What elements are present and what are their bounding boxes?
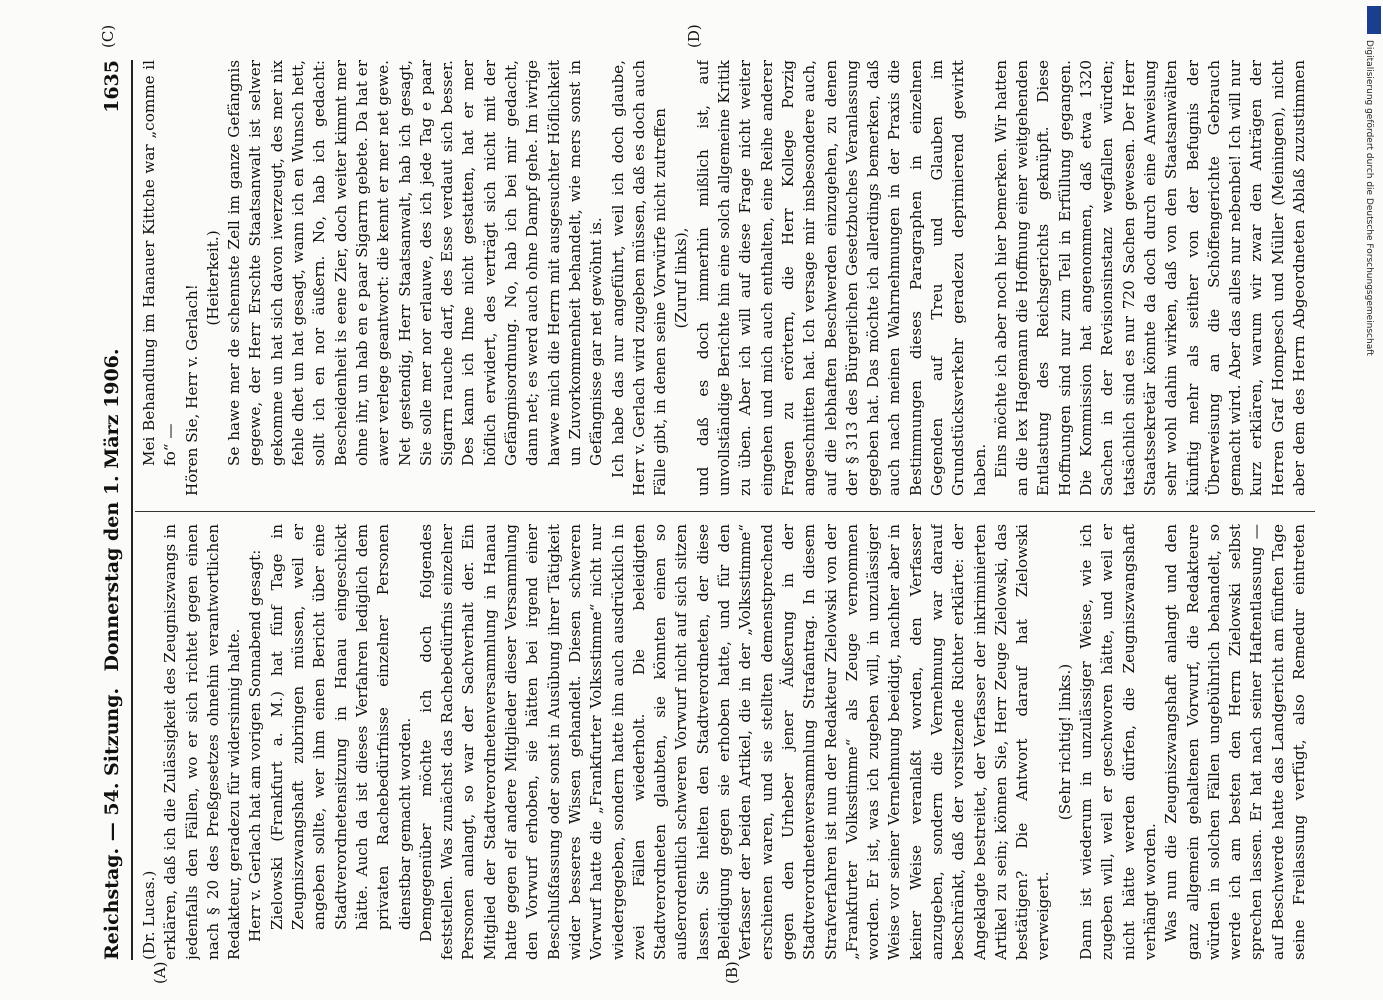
header-date: Donnerstag den 1. März 1906. [101,348,123,672]
margin-marker-c: (C) [99,24,117,48]
quotation: Zielowski (Frankfurt a. M.) hat fünf Tage in Zeugniszwangshaft zubringen müssen, weil er angeben sollte, wer ihm einen Bericht über eine Stadtverordnetensitzung in Hanau eingeschickt hätte. Auch da ist dieses Verfahren lediglich dem privaten Rachebedürfnisse einzelner Personen dienstbar gemacht worden. [267,524,414,930]
paragraph: und daß es doch immerhin mißlich ist, auf unvollständige Berichte hin eine solch allgemeine Kritik zu üben. Aber ich will auf diese Frage nicht weiter eingehen und mich auch enthalten, eine Reihe anderer Fragen zu erörtern, die Herr Kollege Porzig angeschnitten hat. Ich versage mir insbesondere auch, auf die lebhaften Beschwerden einzugehen, zu denen der § 313 des Bürgerlichen Gesetzbuches Veranlassung gegeben hat. Das möchte ich allerdings bemerken, daß auch nach meinen Wahrnehmungen in der Praxis die Bestimmungen dieses Paragraphen in einzelnen Gegenden auf Treu und Glauben im Grundstücksverkehr geradezu deprimierend gewirkt haben. [693,60,989,496]
paragraph: (Dr. Lucas.) [140,870,158,960]
paragraph: Dann ist wiederum in unzulässiger Weise, wie ich zugeben will, weil er geschworen hätte, und weil er nicht hätte werden dürfen, die Zeugniszwangshaft verhängt worden. [1077,524,1159,960]
header-rule [131,60,133,960]
quotation: Se hawe mer de schennste Zell im ganze Gefängnis gegewe, der Herr Erschte Staatsanwalt ist selwer gekomme un hat sich davon iwerzeugt, des mer nix fehle dhet un hat gesagt, wann ich en Wunsch hett, sollt ich en nor äußern. No, hab ich gedacht: Bescheidenheit is eene Zier, doch weiter kimmt mer ohne ihr, un hab en e paar Sigarrn gebete. Da hat er awer verlege geantwort: die kennt er mer net gewe. Net gestendig, Herr Staatsanwalt, hab ich gesagt, Sie solle mer nor erlauwe, des ich jede Tag e paar Sigarrn rauche darf, des Esse verdaut sich besser. Des kann ich Ihne nicht gestatten, hat er mer höflich erwidert, des verträgt sich nicht mit der Gefängnisordnung. No, hab ich bei mir gedacht, dann net; es werd auch ohne Dampf gehe. Im iwrige hawwe mich die Herrn mit ausgesuchter Höflichkeit un Zuvorkommenheit behandelt, wie mers sonst in Gefängnisse gar net gewöhnt is. [225,60,606,466]
quotation: Mei Behandlung im Hanauer Kittche war „comme il fo“ — [140,60,180,466]
paragraph: Ich habe das nur angeführt, weil ich doch glaube, Herr v. Gerlach wird zugeben müssen, daß es doch auch Fälle gibt, in denen seine Vorwürfe nicht zutreffen [608,60,670,496]
page-number: 1635 [101,60,123,113]
interjection: (Zuruf links), [672,227,691,329]
interjection: (Heiterkeit.) [203,230,222,326]
margin-marker-d: (D) [685,24,703,48]
page-header [95,60,129,960]
header-title: Reichstag. — 54. Sitzung. [101,687,123,960]
digitization-note: Digitalisierung gefördert durch die Deutsche Forschungsgemeinschaft [1364,40,1374,356]
paragraph: Eins möchte ich aber noch hier bemerken. Wir hatten an die lex Hagemann die Hoffnung einer weitgehenden Entlastung des Reichsgerichts geknüpft. Diese Hoffnungen sind nur zum Teil in Erfüllung gegangen. Die Kommission hat angenommen, daß etwa 1320 Sachen in der Revisionsinstanz wegfallen würden; tatsächlich sind es nur 720 Sachen gewesen. Der Herr Staatssekretär könnte da doch durch eine Anweisung sehr wohl dahin wirken, daß von den Staatsanwälten künftig mehr als seither von der Befugnis der Überweisung an die Schöffengerichte Gebrauch gemacht wird. Aber das alles nur nebenbei! Ich will nur kurz erklären, warum wir zwar den Anträgen der Herren Graf Hompesch und Müller (Meiningen), nicht aber dem des Herrn Abgeordneten Ablaß zuzustimmen [991,60,1309,496]
paragraph: Was nun die Zeugniszwangshaft anlangt und den ganz allgemein gehaltenen Vorwurf, die Redakteure würden in solchen Fällen ungebührlich behandelt, so werde ich am besten den Herrn Zielowski selbst sprechen lassen. Er hat nach seiner Haftentlassung — auf Beschwerde hatte das Landgericht am fünften Tage seine Freilassung verfügt, also Remedur eintreten [1162,524,1309,960]
paragraph: erklären, daß ich die Zulässigkeit des Zeugniszwangs in jedenfalls den Fällen, wo er sich richtet gegen einen nach § 20 des Preßgesetzes ohnehin verantwortlichen Redakteur, geradezu für widersinnig halte. [161,524,244,960]
interjection: (Sehr richtig! links.) [1055,663,1074,821]
text-column-right [139,60,1309,496]
dfg-logo [1367,6,1381,34]
paragraph: Hören Sie, Herr v. Gerlach! [182,284,201,496]
paragraph: Demgegenüber möchte ich doch folgendes feststellen. Was zunächst das Rachebedürfnis einzelner Personen anlangt, so war der Sachverhalt der. Ein Mitglied der Stadtverordnetenversammlung in Hanau hatte gegen elf andere Mitglieder dieser Versammlung den Vorwurf erhoben, sie hätten bei irgend einer Beschlußfassung oder sonst in Ausübung ihrer Tätigkeit wider besseres Wissen gehandelt. Diesen schweren Vorwurf hatte die „Frankfurter Volksstimme“ nicht nur wiedergegeben, sondern hatte ihn auch ausdrücklich in zwei Fällen wiederholt. Die beleidigten Stadtverordneten glaubten, sie könnten einen so außerordentlich schweren Vorwurf nicht auf sich sitzen lassen. Sie hielten den Stadtverordneten, der diese Beleidigung gegen sie erhoben hatte, und für den Verfasser der beiden Artikel, die in der „Volksstimme“ erschienen waren, und sie stellten demenstprechend gegen den Urheber jener Äußerung in der Stadtverordnetenversammlung Strafantrag. In diesem Strafverfahren ist nun der Redakteur Zielowski von der „Frankfurter Volksstimme“ als Zeuge vernommen worden. Er ist, was ich zugeben will, in unzulässiger Weise vor seiner Vernehmung beeidigt, nachher aber in keiner Weise veranlaßt worden, den Verfasser anzugeben, sondern die Vernehmung war darauf beschränkt, daß der vorsitzende Richter erklärte: der Angeklagte bestreitet, der Verfasser der inkriminierten Artikel zu sein; können Sie, Herr Zeuge Zielowski, das bestätigen? Die Antwort darauf hat Zielowski verweigert. [416,524,1053,960]
margin-marker-a: (A) [151,961,169,984]
paragraph: Herr v. Gerlach hat am vorigen Sonnabend gesagt: [246,549,265,942]
dfg-logo-label: DFG [1359,10,1368,29]
rotated-newspaper-page [95,24,1325,984]
margin-marker-b: (B) [723,961,741,984]
column-divider [135,511,1315,512]
text-column-left [139,524,1309,960]
